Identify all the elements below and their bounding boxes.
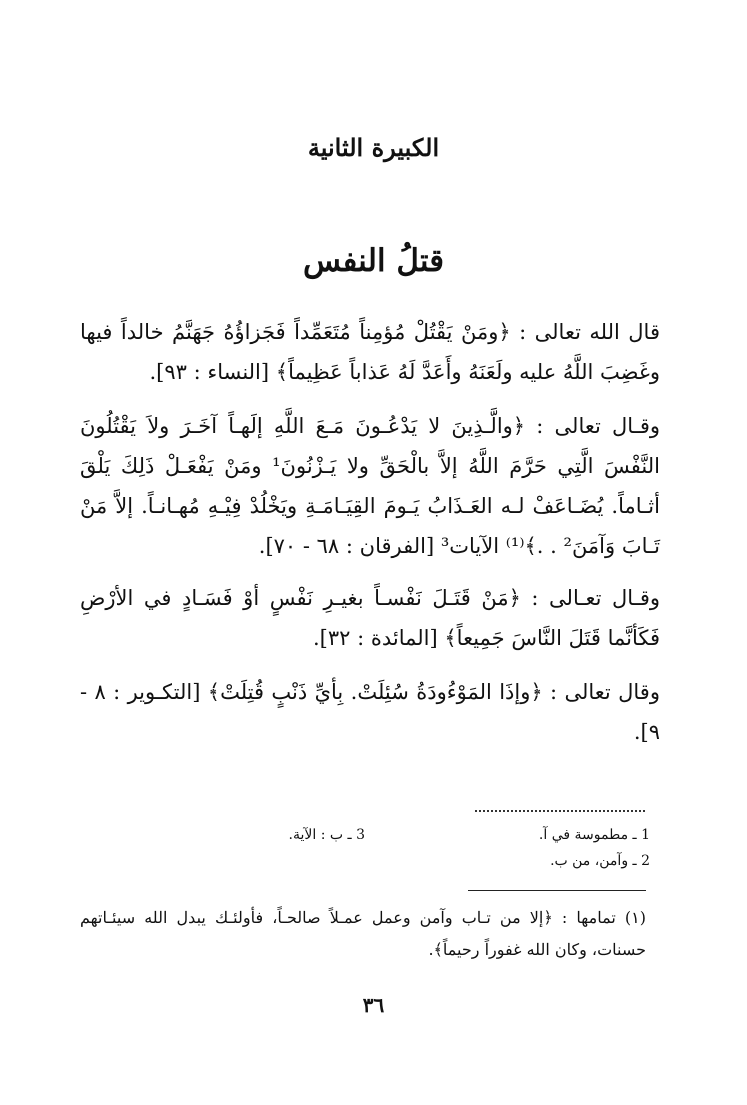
- dotted-separator: [475, 810, 645, 812]
- footnote-rule: [468, 890, 646, 891]
- footnote: (١) تمامها : ﴿إلا من تـاب وآمن وعمل عمـلاً صالحـاً، فأولئـك يبدل الله سيئـاتهم حسنات، وكان الله غفوراً رحيماً﴾.: [80, 908, 646, 959]
- paragraph-text: وقـال تعالى : ﴿والَّـذِينَ لا يَدْعُـونَ مَـعَ اللَّهِ إلَهـاً آخَـرَ ولاَ يَقْتُلُونَ النَّفْسَ الَّتِي حَرَّمَ اللَّهُ إلاَّ بالْحَقِّ ولا يَـزْنُونَ¹ ومَنْ يَفْعَـلْ ذَلِكَ يَلْقَ أثـاماً. يُضَـاعَفْ لـه العَـذَابُ يَـومَ القِيَـامَـةِ ويَخْلُدْ فِيْـهِ مُهـانـاً. إلاَّ مَنْ تَـابَ وَآمَنَ² . .﴾⁽¹⁾ الآيات³ [الفرقان : ٦٨ - ٧٠].: [80, 414, 660, 558]
- variant-note-2: 2 ـ وآمن، من ب.: [550, 853, 650, 869]
- paragraph-1: [80, 312, 660, 392]
- paragraph-4: [80, 672, 660, 752]
- paragraph-3: [80, 578, 660, 658]
- manuscript-variants: [80, 822, 650, 874]
- paragraph-2: [80, 406, 660, 566]
- paragraph-text: وقـال تعـالى : ﴿مَنْ قَتَـلَ نَفْسـاً بغيـرِ نَفْسٍ أوْ فَسَـادٍ في الأرْضِ فَكَأنَّما قَتَلَ النَّاسَ جَمِيعاً﴾ [المائدة : ٣٢].: [80, 586, 660, 650]
- variants-row: [80, 822, 650, 848]
- chapter-title: الكبيرة الثانية: [307, 133, 440, 162]
- paragraph-text: قال الله تعالى : ﴿ومَنْ يَقْتُلْ مُؤمِناً مُتَعَمِّداً فَجَزاؤُهُ جَهَنَّمُ خالداً فيها وغَضِبَ اللَّهُ عليه ولَعَنَهُ وأَعَدَّ لَهُ عَذاباً عَظِيماً﴾ [النساء : ٩٣].: [80, 320, 660, 384]
- page-number: ٣٦: [362, 993, 385, 1017]
- variant-note-1: 1 ـ مطموسة في آ.: [538, 827, 650, 843]
- variants-row: [80, 848, 650, 874]
- section-title: قتلُ النفس: [302, 243, 445, 279]
- paragraph-text: وقال تعالى : ﴿وإذَا المَوْءُودَةُ سُئِلَتْ. بِأيِّ ذَنْبٍ قُتِلَتْ﴾ [التكـوير : ٨ - ٩].: [80, 680, 660, 744]
- variant-note-3: 3 ـ ب : الآية.: [288, 827, 365, 843]
